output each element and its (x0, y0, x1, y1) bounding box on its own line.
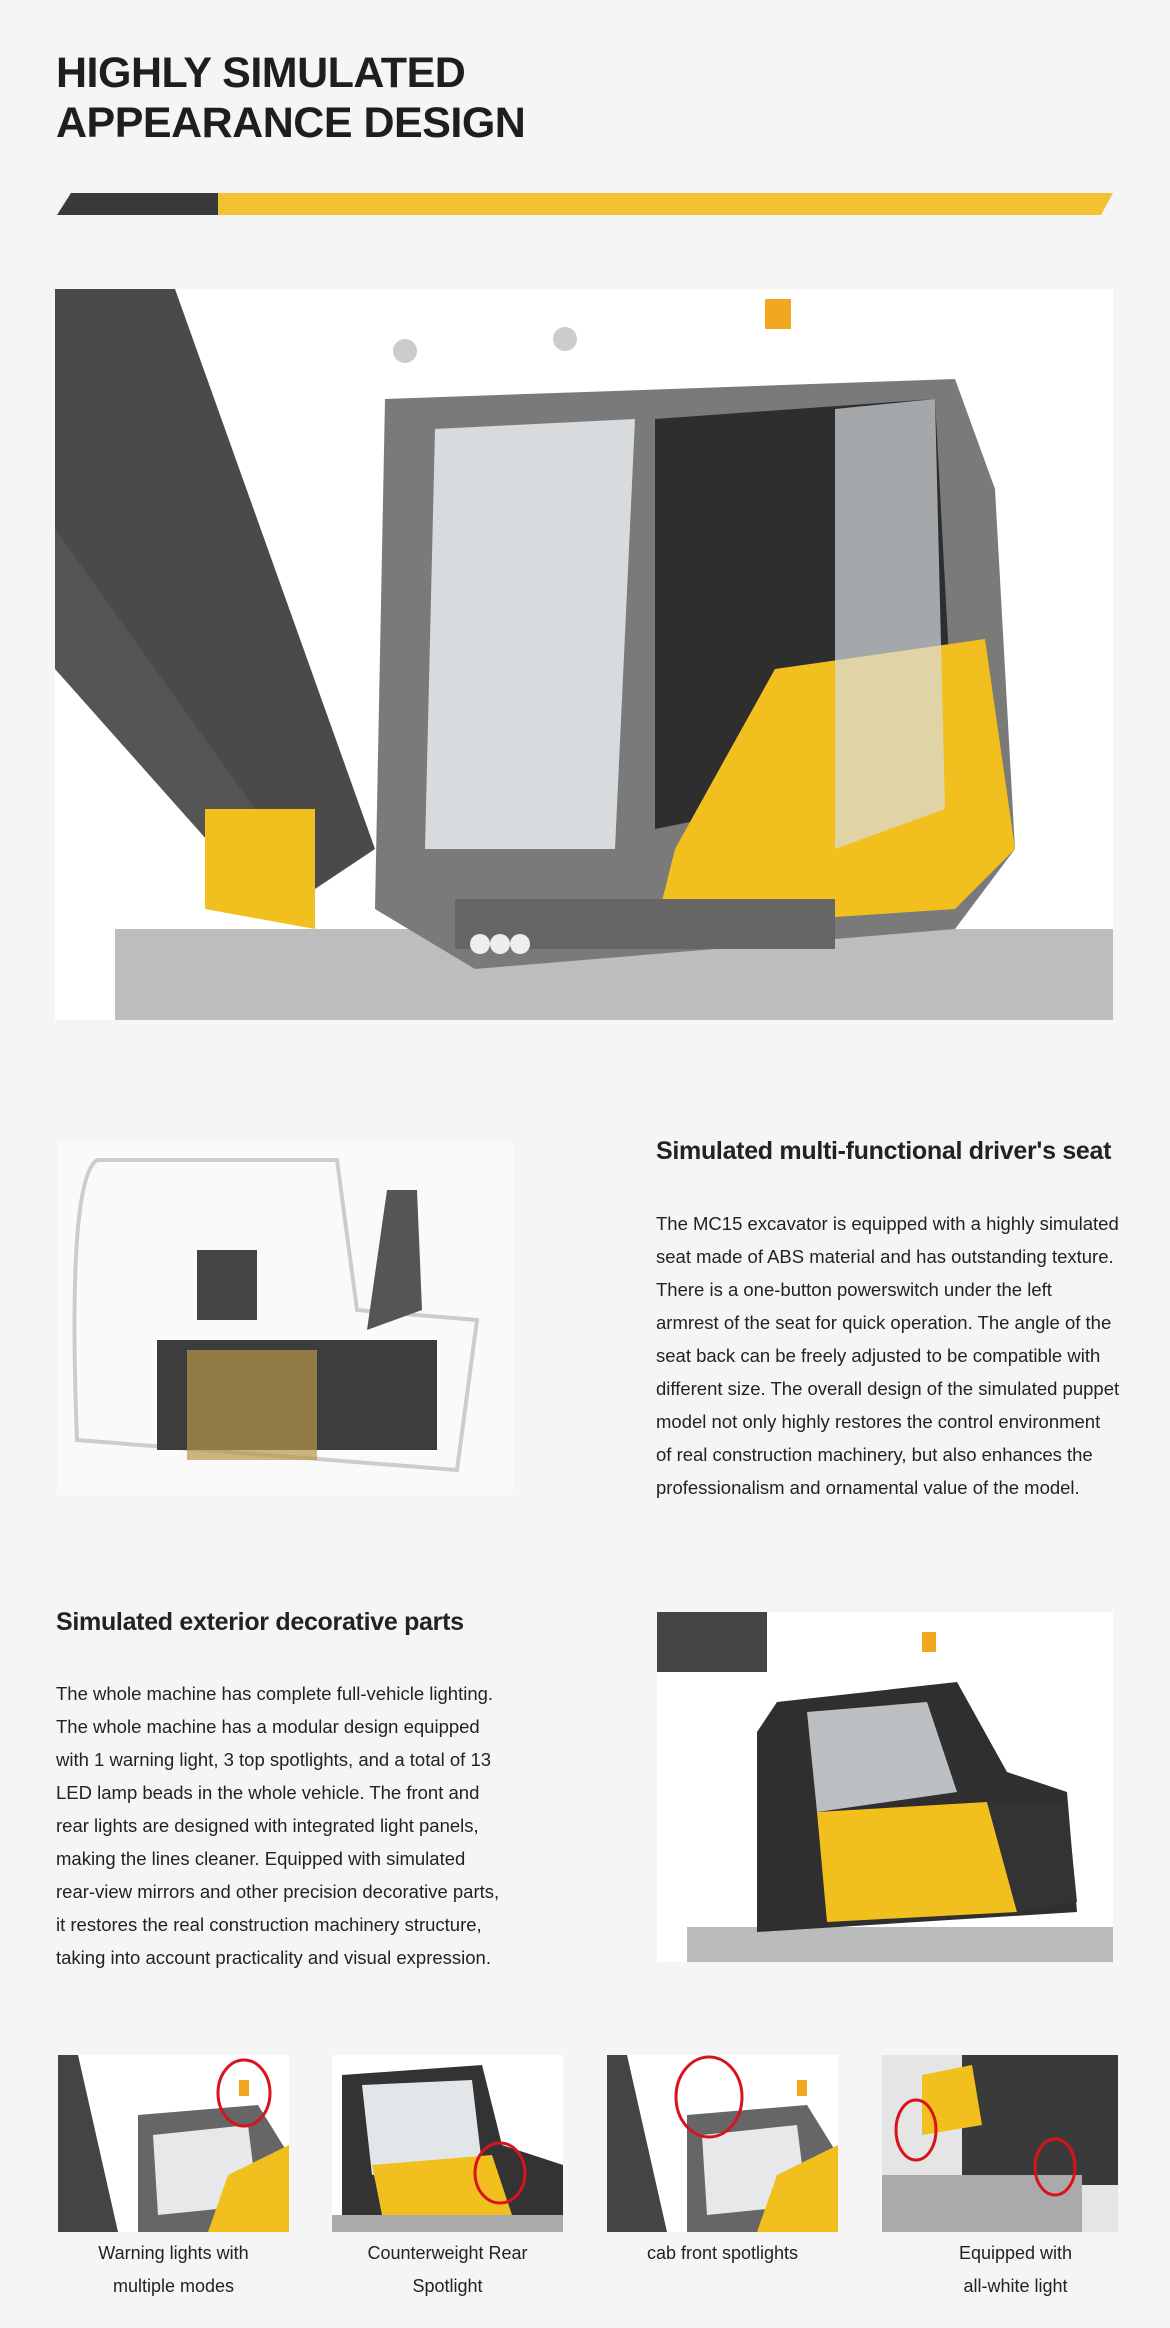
text-line: armrest of the seat for quick operation. The angle of the (656, 1312, 1112, 1333)
caption-line: Counterweight Rear (367, 2243, 528, 2263)
text-line: rear-view mirrors and other precision decorative parts, (56, 1881, 500, 1902)
feature-caption-warning-light (58, 2237, 289, 2303)
feature-image-front-spotlights (607, 2055, 838, 2232)
title-line-2: APPEARANCE DESIGN (56, 99, 526, 147)
caption-line: Warning lights with (98, 2243, 249, 2263)
text-line: The MC15 excavator is equipped with a highly simulated (656, 1213, 1119, 1234)
feature-image-warning-light (58, 2055, 289, 2232)
section-heading-exterior: Simulated exterior decorative parts (56, 1608, 464, 1636)
caption-line: all-white light (963, 2276, 1068, 2296)
page-title (56, 48, 525, 148)
title-line-1: HIGHLY SIMULATED (56, 49, 466, 97)
caption-line: cab front spotlights (646, 2243, 799, 2263)
text-line: There is a one-button powerswitch under the left (656, 1279, 1052, 1300)
section-heading-seat: Simulated multi-functional driver's seat (656, 1137, 1112, 1165)
title-underline-yellow (218, 193, 1113, 215)
text-line: The whole machine has complete full-vehicle lighting. (56, 1683, 494, 1704)
title-underline-dark (57, 193, 222, 215)
text-line: The whole machine has a modular design equipped (56, 1716, 480, 1737)
section-paragraph-seat (656, 1207, 1119, 1504)
text-line: rear lights are designed with integrated light panels, (56, 1815, 479, 1836)
hero-excavator-cab-image (55, 289, 1113, 1020)
text-line: of real construction machinery, but also enhances the (656, 1444, 1093, 1465)
feature-caption-white-light (900, 2237, 1131, 2303)
text-line: different size. The overall design of the simulated puppet (656, 1378, 1120, 1399)
text-line: seat back can be freely adjusted to be compatible with (656, 1345, 1101, 1366)
text-line: taking into account practicality and visual expression. (56, 1947, 491, 1968)
feature-image-rear-spotlight (332, 2055, 563, 2232)
text-line: LED lamp beads in the whole vehicle. The front and (56, 1782, 480, 1803)
text-line: with 1 warning light, 3 top spotlights, and a total of 13 (56, 1749, 492, 1770)
feature-caption-rear-spotlight (332, 2237, 563, 2303)
section-paragraph-exterior (56, 1677, 499, 1974)
text-line: seat made of ABS material and has outstanding texture. (656, 1246, 1114, 1267)
exterior-excavator-image (657, 1612, 1113, 1962)
feature-image-white-light (882, 2055, 1118, 2232)
caption-line: Spotlight (412, 2276, 483, 2296)
text-line: model not only highly restores the control environment (656, 1411, 1101, 1432)
feature-caption-front-spotlights (607, 2237, 838, 2270)
text-line: it restores the real construction machinery structure, (56, 1914, 482, 1935)
caption-line: multiple modes (112, 2276, 235, 2296)
text-line: professionalism and ornamental value of the model. (656, 1477, 1080, 1498)
text-line: making the lines cleaner. Equipped with simulated (56, 1848, 466, 1869)
caption-line: Equipped with (958, 2243, 1073, 2263)
drivers-seat-image (57, 1140, 513, 1495)
